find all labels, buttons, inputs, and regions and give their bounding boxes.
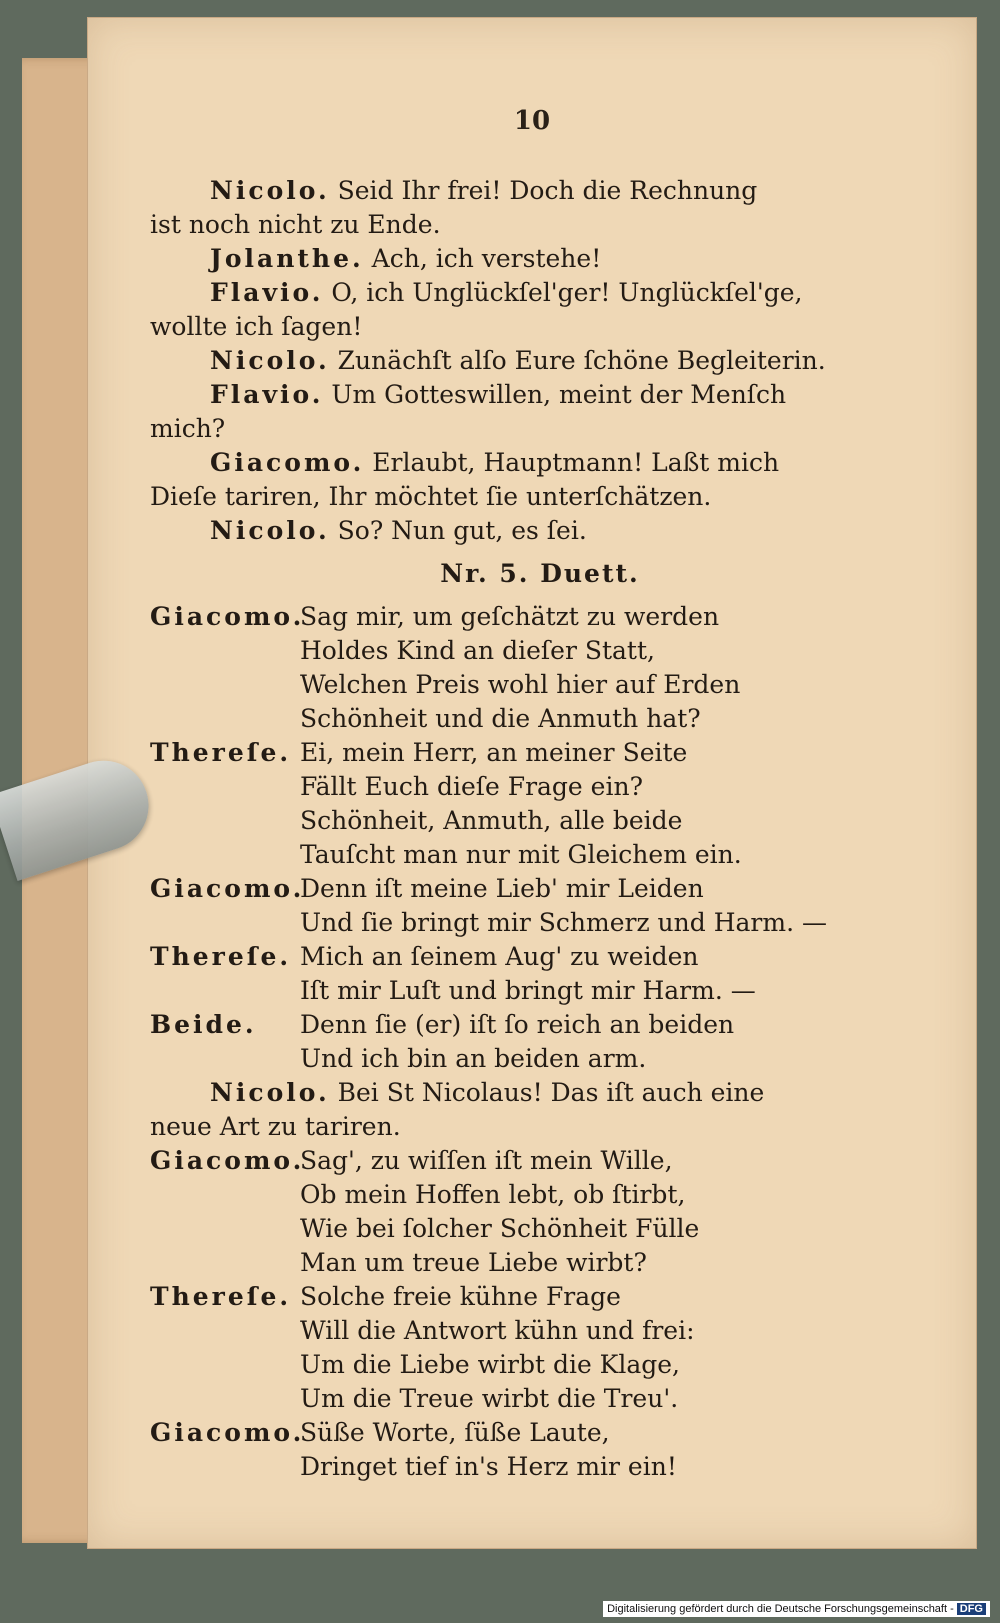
verse-line: Um die Liebe wirbt die Klage,: [300, 1350, 681, 1379]
verse-line: Will die Antwort kühn und frei:: [300, 1316, 695, 1345]
text-line: ist noch nicht zu Ende.: [150, 210, 441, 239]
verse-line: Schönheit und die Anmuth hat?: [300, 704, 701, 733]
verse-line: Giacomo. Süße Worte, ſüße Laute,: [150, 1418, 610, 1447]
verse-line: Und ſie bringt mir Schmerz und Harm. —: [300, 908, 827, 937]
verse-line: Giacomo. Denn iſt meine Lieb' mir Leiden: [150, 874, 704, 903]
verse-line: Fällt Euch dieſe Frage ein?: [300, 772, 643, 801]
text-line: Nicolo. Zunächſt alſo Eure ſchöne Begleiterin.: [210, 346, 826, 375]
verse-line: Um die Treue wirbt die Treu'.: [300, 1384, 679, 1413]
text-line: Nicolo. Seid Ihr frei! Doch die Rechnung: [210, 176, 758, 205]
verse-line: Schönheit, Anmuth, alle beide: [300, 806, 683, 835]
verse-line: Dringet tief in's Herz mir ein!: [300, 1452, 677, 1481]
dfg-logo: DFG: [957, 1603, 986, 1615]
text-line: Nicolo. So? Nun gut, es ſei.: [210, 516, 587, 545]
verse-line: Welchen Preis wohl hier auf Erden: [300, 670, 741, 699]
verse-line: Iſt mir Luſt und bringt mir Harm. —: [300, 976, 756, 1005]
verse-line: Tauſcht man nur mit Gleichem ein.: [300, 840, 742, 869]
text-line: Jolanthe. Ach, ich verstehe!: [210, 244, 602, 273]
text-line: mich?: [150, 414, 226, 443]
page-text: [150, 174, 930, 1484]
text-line: Flavio. Um Gotteswillen, meint der Menſch: [210, 380, 787, 409]
verse-line: Holdes Kind an dieſer Statt,: [300, 636, 655, 665]
footer-text: Digitalisierung gefördert durch die Deutsche Forschungsgemeinschaft -: [607, 1603, 954, 1615]
verse-line: Ob mein Hoffen lebt, ob ſtirbt,: [300, 1180, 686, 1209]
duet-title: Nr. 5. Duett.: [440, 559, 640, 588]
text-line: Nicolo. Bei St Nicolaus! Das iſt auch eine: [210, 1078, 765, 1107]
funding-footer: [603, 1601, 990, 1617]
verse-line: Wie bei ſolcher Schönheit Fülle: [300, 1214, 700, 1243]
book-page: [88, 18, 976, 1548]
verse-line: Thereſe. Solche freie kühne Frage: [150, 1282, 621, 1311]
verse-line: Thereſe. Mich an ſeinem Aug' zu weiden: [150, 942, 699, 971]
verse-line: Giacomo. Sag', zu wiſſen iſt mein Wille,: [150, 1146, 673, 1175]
text-line: Giacomo. Erlaubt, Hauptmann! Laßt mich: [210, 448, 780, 477]
text-line: Flavio. O, ich Unglückſel'ger! Unglückſel'ge,: [210, 278, 803, 307]
page-number: 10: [513, 106, 551, 136]
verse-line: Man um treue Liebe wirbt?: [300, 1248, 647, 1277]
verse-line: Thereſe. Ei, mein Herr, an meiner Seite: [150, 738, 688, 767]
verse-line: Giacomo. Sag mir, um geſchätzt zu werden: [150, 602, 720, 631]
text-line: Dieſe tariren, Ihr möchtet ſie unterſchätzen.: [150, 482, 712, 511]
verse-line: Beide. Denn ſie (er) iſt ſo reich an beiden: [150, 1010, 735, 1039]
text-line: wollte ich ſagen!: [150, 312, 363, 341]
verse-line: Und ich bin an beiden arm.: [300, 1044, 647, 1073]
text-line: neue Art zu tariren.: [150, 1112, 401, 1141]
